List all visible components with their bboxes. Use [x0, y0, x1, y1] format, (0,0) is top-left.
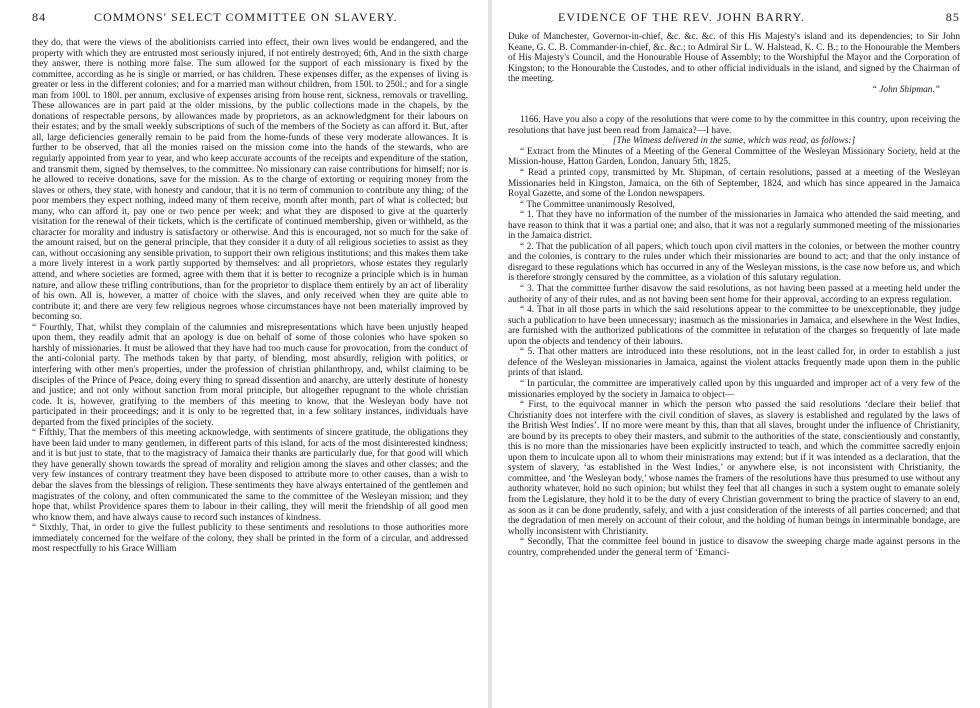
- committee-resolved: “ The Committee unanimously Resolved,: [520, 199, 675, 210]
- stage-direction: [The Witness delivered in the same, which was read, as follows:]: [612, 136, 856, 147]
- resolution-5: “ 5. That other matters are introduced into these resolutions, not in the least called for, in order to establish a just defence of the Wesleyan missionaries in Jamaica, against the violent attacks frequently made upon them in the public prints of that island.: [508, 347, 960, 379]
- right-page-body: [508, 32, 960, 558]
- resolution-2: “ 2. That the publication of all papers, which touch upon civil matters in the colonies, or between the mother country and the colonies, is contrary to the rules under which their missionaries are bound to act; and that the only instance of disregard to these regulations which has occurred in any of the Wesleyan missions, is the case now before us, and which is therefore strongly censured by the committee, as a violation of this salutary regulation.: [508, 241, 960, 284]
- question-1166: 1166. Have you also a copy of the resolutions that were come to by the committee in this country, upon receiving the resolutions that have just been read from Jamaica?—I have.: [508, 115, 960, 136]
- objection-first: “ First, to the equivocal manner in which the person who passed the said resolutions ‘declare their belief that Christianity does not interfere with the civil condition of slaves, as slavery is established and regulated by the laws of the British West Indies’. If no more were meant by this, than that all slaves, brought under the influence of Christianity, are bound by its precepts to obey their masters, and submit to the authorities of the state, conscientiously and constantly, this is no more than the missionaries have been explicitly instructed to teach, and which the committee sacredly enjoin upon them to inculcate upon all to whom their ministrations may extend; but if it was intended as a declaration, that the system of slavery, ‘as established in the West Indies,’ or anywhere else, is not inconsistent with Christianity, the committee, and ‘the Wesleyan body,’ whose names the framers of the resolutions have thus presumed to use without any authority whatever, hold no such opinion; but whilst they feel that all changes in such a system ought to emanate solely from the Legislature, they hold it to be the duty of every Christian government to bring the practice of slavery to an end, as soon as it can be done prudently, safely, and with a just consideration of the interests of all parties concerned; and that the degradation of men merely on account of their colour, and the holding of human beings in interminable bondage, are wholly inconsistent with Christianity.: [508, 400, 960, 537]
- right-page: [492, 0, 980, 708]
- left-running-head: COMMONS' SELECT COMMITTEE ON SLAVERY.: [94, 10, 398, 24]
- right-running-head: EVIDENCE OF THE REV. JOHN BARRY.: [558, 10, 805, 24]
- extract-heading: “ Extract from the Minutes of a Meeting of the General Committee of the Wesleyan Missionary Society, held at the Mission-house, Hatton Garden, London, January 5th, 1825.: [508, 146, 960, 168]
- left-paragraph-fifthly: “ Fifthly, That the members of this meeting acknowledge, with sentiments of sincere gratitude, the obligations they have been laid under to many gentlemen, in different parts of this island, for acts of the most disinterested kindness; and it is but just to state, that to the magistracy of Jamaica their thanks are particularly due, for that good will which they have generally shown towards the spread of morality and religion among the slaves and other classes; and the very few instances of contrary treatment they have been disposed to attribute more to other causes, than a wish to debar the slaves from the blessings of religion. These sentiments they have always entertained of the gentlemen and magistrates of the colony, and often communicated the same to the committee of the Wesleyan mission; and they hope that, whilst Providence spares them to labour in their calling, they will merit the friendship of all good men who know them, and have always cause to record such instances of kindness.: [32, 428, 468, 523]
- resolution-3: “ 3. That the committee further disavow the said resolutions, as not having been passed at a meeting held under the authority of any of their rules, and as not having been sent home for their approval, according to an express regulation.: [508, 284, 960, 305]
- read-printed-copy: “ Read a printed copy, transmitted by Mr. Shipman, of certain resolutions, passed at a meeting of the Wesleyan Missionaries held in Kingston, Jamaica, on the 6th of September, 1824, and which has since appeared in the Jamaica Royal Gazette, and some of the London newspapers.: [508, 168, 960, 200]
- right-paragraph-addressees: Duke of Manchester, Governor-in-chief, &c. &c. &c. of this His Majesty's island and its dependencies; to Sir John Keane, G. C. B. Commander-in-chief, &c. &c.; to Admiral Sir L. W. Halstead, K. C. B.; to the Honourable the Members of His Majesty's Council, and the Honourable House of Assembly; to the Worshipful the Mayor and the Corporation of Kingston; to the Honourable the Custodes, and to other official individuals in the island, and signed by the Chairman of the meeting.: [508, 32, 960, 85]
- left-page: [0, 0, 488, 708]
- left-paragraph-fourthly: “ Fourthly, That, whilst they complain of the calumnies and misrepresentations which have been unjustly heaped upon them, they readily admit that an apology is due on behalf of some of those colonies who have spoken so harshly of missionaries. It must be allowed that they have had too much cause for provocation, from the conduct of the anti-colonial party. The methods taken by that party, of blending, most absurdly, religion with politics, or interfering with other men's properties, under the profession of christian philanthropy, and, whilst claiming to be disciples of the Prince of Peace, doing every thing to spread dissention and anarchy, are utterly destitute of honesty and justice; and not only without sanction from moral principle, but altogether repugnant to the whole christian code. It is, however, gratifying to the members of this meeting to know, that the Wesleyan body have not participated in their proceedings; and it is only to be regretted that, in a few solitary instances, individuals have departed from the fixed principles of the society.: [32, 322, 468, 428]
- signature-john-shipman: “ John Shipman.”: [871, 84, 940, 95]
- resolution-1: “ 1. That they have no information of the number of the missionaries in Jamaica who attended the said meeting, and have reason to think that it was a partial one; and also, that it was not a regularly summoned meeting of the missionaries in the Jamaica district.: [508, 210, 960, 242]
- in-particular: “ In particular, the committee are imperatively called upon by this unguarded and improper act of a very few of the missionaries employed by the society in Jamaica to object—: [508, 378, 960, 400]
- resolution-4: “ 4. That in all those parts in which the said resolutions appear to the committee to be unexceptionable, they judge such a publication to have been unnecessary; inasmuch as the missionaries in Jamaica, and elsewhere in the West Indies, are furnished with the authorized publications of the committee in refutation of the charges so frequently of late made upon the objects and tendency of their labours.: [508, 305, 960, 347]
- left-paragraph-1: they do, that were the views of the abolitionists carried into effect, their own lives would be endangered, and the property with which they are entrusted most seriously injured, if not entirely destroyed; 6th, And in the sixth charge they answer, there is nothing more false. The sum allowed for the support of each missionary is fixed by the committee, according as he is single or married, or has children. These expenses differ, as the expenses of living is greater or less in the different colonies; and for a married man without children, from 150l. to 250l.; and for a single man from 100l. to 180l. per annum, exclusive of expenses arising from house rent, sickness, removals or travelling. These allowances are in part paid at the older missions, by the public collections made in the chapels, by the donations of respectable persons, by allowances made by proprietors, as an acknowledgment for their labours on their estates; and by the small weekly subscriptions of such of the members of the Society as can afford it. But, after all, large deficiencies generally remain to be paid from the home-funds of these very moderate allowances. It is further to be observed, that all the monies raised on the mission come into the hands of the stewards, who are regularly appointed from year to year, and who keep accurate accounts of the receipts and expenditure of the station, and transmit them, signed by themselves, to the committee. No missionary can raise contributions for himself; nor is he allowed to receive donations, save for the mission. As to the charge of extorting or requiring money from the slaves or others, they state, with honesty and candour, that it is no term of communion to contribute any thing; of the poor members they expect nothing, indeed many of them receive, month after month, part of what is collected; but many, who can afford it, pay one or two pence per week; and what they are disposed to give at the quarterly visitation for the renewal of their tickets, which is the certificate of continued membership, given or withheld, as the character for morality and industry is satisfactory or otherwise. And this is encouraged, not so much for the sake of the amount raised, but on the general principle, that they consider it a duty of all religious societies to assist as they can, without occasioning any sensible privation, to support their own religious institutions; and this makes them take a more lively interest in a work partly supported by themselves: and all proprietors, whose estates they regularly attend, and where societies are formed, agree with them that it is better to recognize a principle which is in human nature, and allow these trifling contributions, than for the proprietor to displace them entirely by an act of liberality of his own. All is, however, a matter of choice with the slaves, and only received when they are quite able to contribute it; and there are very few religious negroes whose circumstances have not been materially improved by becoming so.: [32, 38, 468, 323]
- objection-secondly: “ Secondly, That the committee feel bound in justice to disavow the sweeping charge made against persons in the country, comprehended under the general term of ‘Emanci-: [508, 537, 960, 558]
- right-page-number: 85: [945, 10, 960, 24]
- section-spacer: [508, 95, 960, 115]
- left-paragraph-sixthly: “ Sixthly, That, in order to give the fullest publicity to these sentiments and resolutions to those authorities more immediately concerned for the welfare of the colony, they shall be printed in the form of a circular, and addressed most respectfully to his Grace William: [32, 523, 468, 555]
- left-page-number: 84: [32, 10, 47, 24]
- left-page-body: [32, 38, 468, 555]
